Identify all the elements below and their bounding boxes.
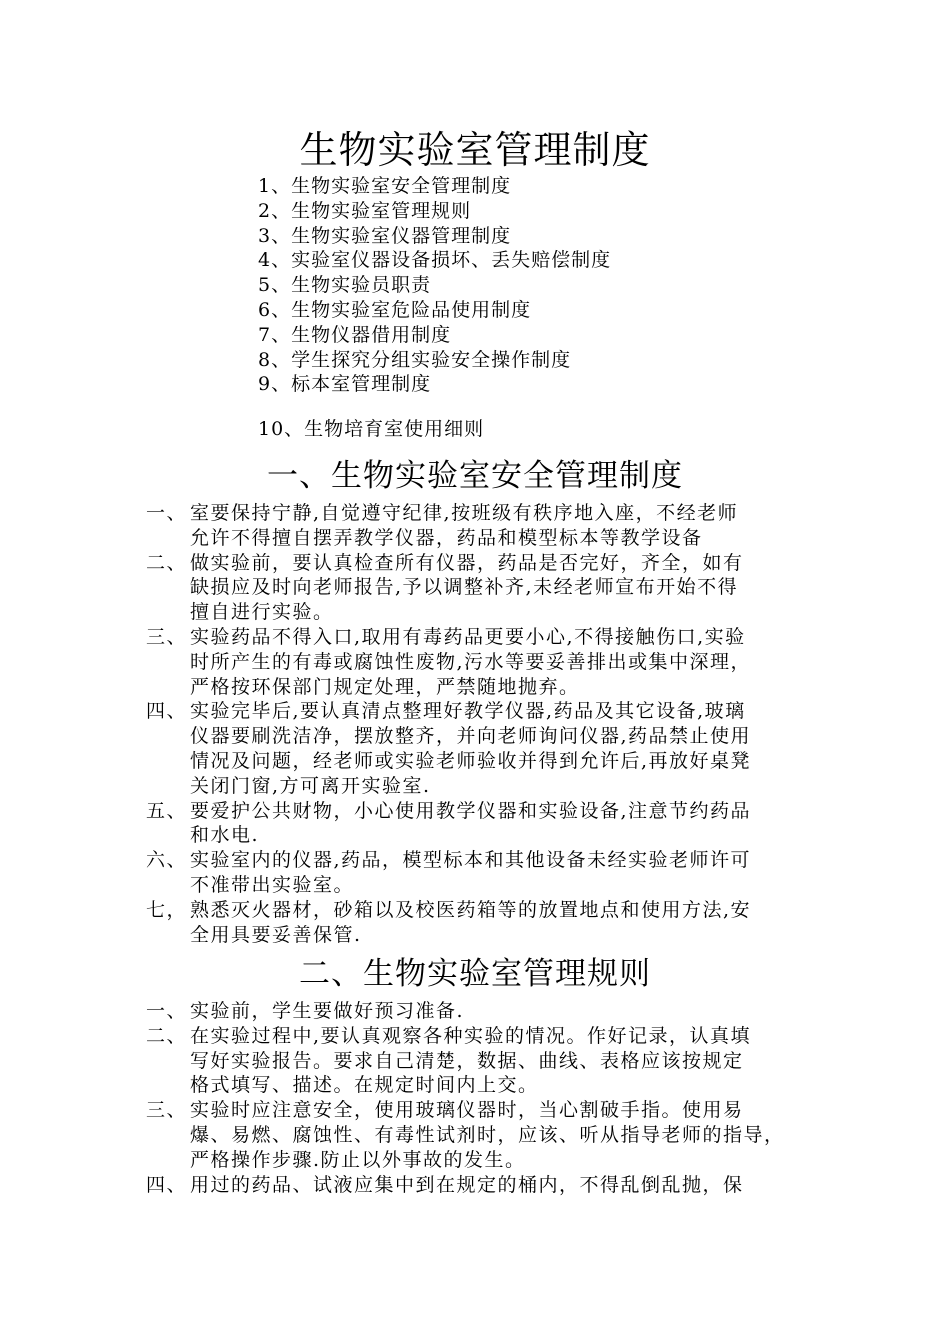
rule-text-line: 爆、易燃、腐蚀性、有毒性试剂时，应该、听从指导老师的指导， (190, 1123, 785, 1146)
rule-number: 四、 (146, 1173, 188, 1196)
rule-item (146, 625, 826, 699)
rules-list (146, 999, 826, 1197)
rule-text (190, 799, 826, 849)
toc-item: 2、生物实验室管理规则 (258, 199, 472, 222)
rule-text-line: 要爱护公共财物，小心使用教学仪器和实验设备,注意节约药品 (190, 799, 752, 822)
rule-number: 四、 (146, 700, 188, 723)
rule-item (146, 799, 826, 849)
rule-item (146, 699, 826, 798)
rule-item (146, 848, 826, 898)
document-title: 生物实验室管理制度 (299, 128, 651, 172)
rule-text-line: 时所产生的有毒或腐蚀性废物,污水等要妥善排出或集中深理， (190, 650, 752, 673)
rule-item (146, 1024, 826, 1098)
rule-number: 一、 (146, 502, 188, 524)
toc-item: 5、生物实验员职责 (258, 274, 432, 297)
rule-text-line: 关闭门窗,方可离开实验室. (190, 774, 431, 797)
rule-text (190, 625, 826, 699)
rule-text-line: 实验室内的仪器,药品，模型标本和其他设备未经实验老师许可 (190, 849, 752, 872)
rule-number: 三、 (146, 625, 188, 648)
rule-text-line: 允许不得擅自摆弄教学仪器，药品和模型标本等教学设备 (190, 526, 703, 549)
toc-item: 9、标本室管理制度 (258, 373, 432, 396)
rule-item (146, 999, 826, 1024)
rule-number: 三、 (146, 1099, 188, 1122)
toc-item: 1、生物实验室安全管理制度 (258, 175, 512, 197)
rule-number: 二、 (146, 551, 188, 574)
rule-text-line: 缺损应及时向老师报告,予以调整补齐,未经老师宣布开始不得 (190, 576, 739, 599)
toc-item: 6、生物实验室危险品使用制度 (258, 298, 532, 321)
rule-text-line: 写好实验报告。要求自己清楚，数据、曲线、表格应该按规定 (190, 1049, 744, 1072)
rule-text (190, 848, 826, 898)
toc-item: 7、生物仪器借用制度 (258, 323, 452, 346)
toc-item: 8、学生探究分组实验安全操作制度 (258, 348, 572, 371)
rule-text-line: 实验完毕后,要认真清点整理好教学仪器,药品及其它设备,玻璃 (190, 700, 746, 723)
rule-text (190, 999, 826, 1024)
rule-number: 六、 (146, 849, 188, 872)
rule-text-line: 仪器要刷洗洁净，摆放整齐，并向老师询问仪器,药品禁止使用 (190, 725, 752, 748)
rule-text-line: 室要保持宁静,自觉遵守纪律,按班级有秩序地入座，不经老师 (190, 502, 739, 524)
rule-text-line: 做实验前，要认真检查所有仪器，药品是否完好，齐全，如有 (190, 551, 744, 574)
toc-item: 10、生物培育室使用细则 (258, 418, 485, 441)
rule-item (146, 1098, 826, 1172)
rules-list (146, 501, 826, 947)
rule-text-line: 严格操作步骤.防止以外事故的发生。 (190, 1148, 526, 1171)
rule-text-line: 严格按环保部门规定处理，严禁随地抛弃。 (190, 675, 580, 698)
rule-text-line: 格式填写、描述。在规定时间内上交。 (190, 1074, 539, 1097)
toc-item: 4、实验室仪器设备损坏、丢失赔偿制度 (258, 249, 612, 272)
rule-text-line: 情况及问题，经老师或实验老师验收并得到允许后,再放好桌凳 (190, 749, 752, 772)
rule-text (190, 699, 826, 798)
rule-text-line: 不准带出实验室。 (190, 873, 355, 896)
toc-item: 3、生物实验室仪器管理制度 (258, 224, 512, 247)
rule-item (146, 898, 826, 948)
rule-text-line: 实验药品不得入口,取用有毒药品更要小心,不得接触伤口,实验 (190, 625, 746, 648)
rule-text (190, 898, 826, 948)
rule-item (146, 1173, 826, 1198)
rule-text-line: 熟悉灭火器材，砂箱以及校医药箱等的放置地点和使用方法,安 (190, 898, 752, 921)
rule-text (190, 1173, 826, 1198)
rule-text-line: 在实验过程中,要认真观察各种实验的情况。作好记录，认真填 (190, 1024, 752, 1047)
rule-number: 一、 (146, 1000, 188, 1022)
rule-text-line: 擅自进行实验。 (190, 601, 334, 624)
rule-number: 二、 (146, 1024, 188, 1047)
section-title: 一、生物实验室安全管理制度 (267, 458, 683, 494)
rule-item (146, 501, 826, 551)
rule-text (190, 551, 826, 625)
rule-text-line: 用过的药品、试液应集中到在规定的桶内，不得乱倒乱抛，保 (190, 1173, 744, 1196)
rule-text-line: 和水电. (190, 824, 260, 847)
section-title: 二、生物实验室管理规则 (299, 956, 651, 992)
rule-number: 五、 (146, 799, 188, 822)
rule-text (190, 501, 826, 551)
rule-text-line: 全用具要妥善保管. (190, 923, 362, 946)
rule-text (190, 1098, 826, 1172)
rule-text (190, 1024, 826, 1098)
rule-text-line: 实验时应注意安全，使用玻璃仪器时，当心割破手指。使用易 (190, 1099, 744, 1122)
rule-number: 七， (146, 898, 188, 921)
table-of-contents (258, 174, 611, 442)
rule-text-line: 实验前，学生要做好预习准备. (190, 1000, 465, 1022)
rule-item (146, 551, 826, 625)
